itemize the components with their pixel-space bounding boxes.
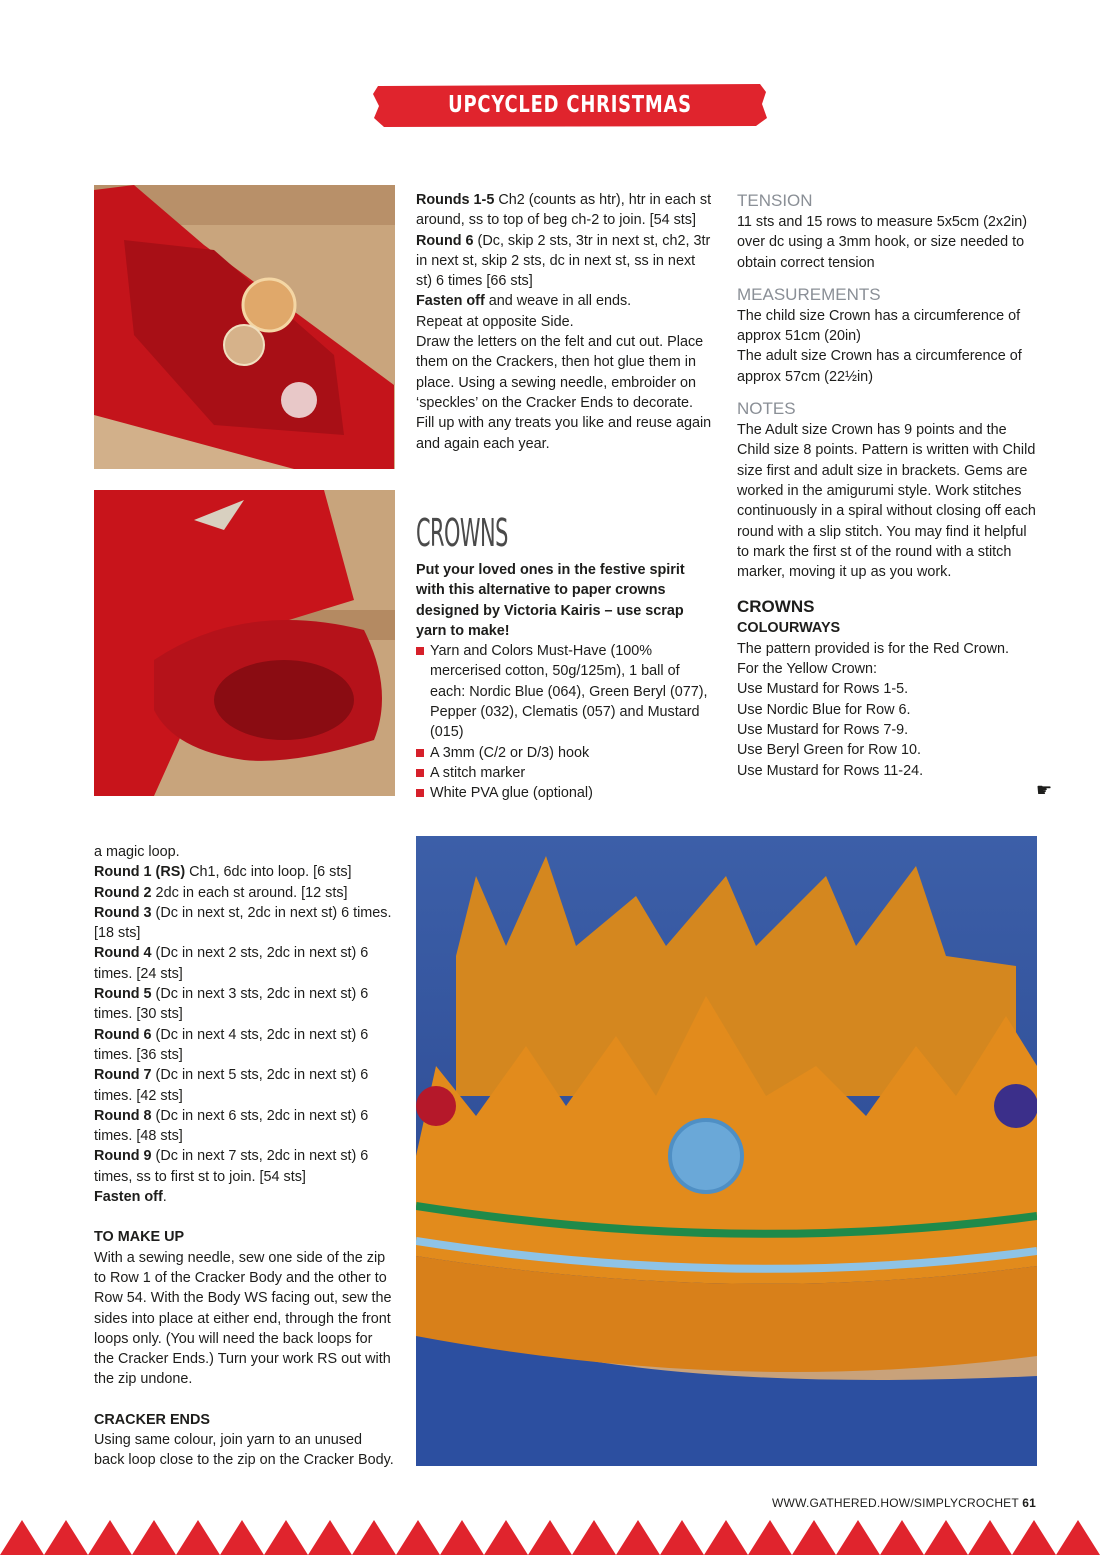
fasten-off-dot: . bbox=[162, 1189, 167, 1206]
crowns-title: CROWNS bbox=[416, 511, 508, 555]
zigzag-border bbox=[0, 1520, 1100, 1555]
crowns-intro-column bbox=[416, 512, 716, 804]
rounds-1-5-label: Rounds 1-5 bbox=[416, 192, 495, 208]
colourway-line: Use Nordic Blue for Row 6. bbox=[737, 701, 911, 718]
round-label: Round 1 (RS) bbox=[94, 864, 186, 881]
round-6-para bbox=[416, 231, 714, 292]
round-8 bbox=[94, 1106, 396, 1147]
colourway-line: Use Mustard for Rows 1-5. bbox=[737, 681, 909, 698]
round-6 bbox=[94, 1025, 396, 1066]
measurements-heading: MEASUREMENTS bbox=[737, 284, 881, 304]
photo-cracker-end bbox=[94, 490, 395, 796]
colourway-line: The pattern provided is for the Red Crown. bbox=[737, 640, 1009, 657]
bottom-left-column bbox=[94, 842, 396, 1471]
round-5 bbox=[94, 984, 396, 1025]
notes-text: The Adult size Crown has 9 points and the Child size 8 points. Pattern is written with Child size first and adult size in brackets. Gems are worked in the amigurumi style. Work stitches continuously in a spiral without closing off each round with a slip stitch. You may find it helpful to mark the first st of the round with a stitch marker, moving it up as you work. bbox=[737, 422, 1036, 581]
magic-loop-text: a magic loop. bbox=[94, 844, 180, 860]
middle-column-top bbox=[416, 190, 714, 454]
round-text: (Dc in next 4 sts, 2dc in next st) 6 times. [36 sts] bbox=[94, 1026, 369, 1063]
round-label: Round 6 bbox=[94, 1026, 152, 1043]
rounds-1-5-para bbox=[416, 190, 714, 231]
footer-url: WWW.GATHERED.HOW/SIMPLYCROCHET bbox=[772, 1496, 1019, 1510]
round-text: Ch1, 6dc into loop. [6 sts] bbox=[185, 864, 352, 881]
photo-cracker-open bbox=[94, 185, 395, 469]
round-label: Round 8 bbox=[94, 1107, 152, 1124]
measurement-adult: The adult size Crown has a circumference of approx 57cm (22½in) bbox=[737, 348, 1022, 385]
crowns-intro: Put your loved ones in the festive spirit with this alternative to paper crowns designed by Victoria Kairis – use scrap yarn to make! bbox=[416, 562, 685, 639]
round-text: (Dc in next 5 sts, 2dc in next st) 6 times. [42 sts] bbox=[94, 1067, 369, 1104]
continue-pointer-icon: ☛ bbox=[1036, 780, 1053, 800]
page-number: 61 bbox=[1022, 1496, 1036, 1510]
round-label: Round 3 bbox=[94, 904, 152, 921]
fasten-off-final bbox=[94, 1187, 396, 1207]
round-label: Round 4 bbox=[94, 945, 152, 962]
make-up-heading: TO MAKE UP bbox=[94, 1229, 185, 1246]
section-banner bbox=[372, 82, 768, 164]
round-4 bbox=[94, 943, 396, 984]
tension-heading: TENSION bbox=[737, 191, 813, 210]
materials-item-hook: A 3mm (C/2 or D/3) hook bbox=[416, 743, 716, 763]
round-6-label: Round 6 bbox=[416, 232, 474, 249]
colourway-line: For the Yellow Crown: bbox=[737, 661, 877, 678]
round-text: (Dc in next 6 sts, 2dc in next st) 6 times. [48 sts] bbox=[94, 1107, 369, 1145]
rounds-1-5-text: Ch2 (counts as htr), htr in each st around, ss to top of beg ch-2 to join. [54 sts] bbox=[416, 192, 712, 229]
round-label: Round 9 bbox=[94, 1148, 152, 1165]
round-text: (Dc in next 7 sts, 2dc in next st) 6 times, ss to first st to join. [54 sts] bbox=[94, 1148, 369, 1185]
round-3 bbox=[94, 903, 396, 944]
round-6-text: (Dc, skip 2 sts, 3tr in next st, ch2, 3tr in next st, skip 2 sts, dc in next st, ss in next st) 6 times [66 sts] bbox=[416, 232, 711, 290]
round-1 bbox=[94, 862, 396, 882]
page-footer bbox=[772, 1496, 1036, 1510]
round-7 bbox=[94, 1065, 396, 1106]
round-9 bbox=[94, 1146, 396, 1187]
tension-text: 11 sts and 15 rows to measure 5x5cm (2x2in) over dc using a 3mm hook, or size needed to obtain correct tension bbox=[737, 214, 1028, 271]
fasten-off-para bbox=[416, 291, 714, 311]
fasten-off-text: and weave in all ends. bbox=[484, 293, 632, 310]
round-text: 2dc in each st around. [12 sts] bbox=[151, 884, 348, 901]
round-label: Round 7 bbox=[94, 1067, 152, 1084]
round-text: (Dc in next 2 sts, 2dc in next st) 6 times. [24 sts] bbox=[94, 945, 369, 982]
materials-item-yarn: Yarn and Colors Must-Have (100% mercerised cotton, 50g/125m), 1 ball of each: Nordic Blue (064), Green Beryl (077), Pepper (032), Clematis (057) and Mustard (015) bbox=[416, 641, 716, 742]
round-text: (Dc in next st, 2dc in next st) 6 times. [18 sts] bbox=[94, 904, 392, 942]
round-2 bbox=[94, 883, 396, 903]
right-column bbox=[737, 190, 1037, 781]
colourway-line: Use Mustard for Rows 7-9. bbox=[737, 721, 909, 738]
round-label: Round 5 bbox=[94, 986, 152, 1003]
cracker-ends-heading: CRACKER ENDS bbox=[94, 1411, 210, 1428]
colourways-heading: COLOURWAYS bbox=[737, 620, 841, 637]
crowns-heading: CROWNS bbox=[737, 597, 815, 617]
draw-letters-text: Draw the letters on the felt and cut out. Place them on the Crackers, then hot glue them in place. Using a sewing needle, embroider on ‘speckles’ on the Cracker Ends to decorate. Fill up with any treats you like and reuse again and again each year. bbox=[416, 334, 712, 452]
fasten-off-label: Fasten off bbox=[416, 293, 485, 310]
round-label: Round 2 bbox=[94, 884, 152, 901]
notes-heading: NOTES bbox=[737, 399, 796, 419]
colourway-line: Use Mustard for Rows 11-24. bbox=[737, 762, 924, 779]
make-up-text: With a sewing needle, sew one side of the zip to Row 1 of the Cracker Body and the other to Row 54. With the Body WS facing out, sew the sides into place at either end, through the front loops only. (You will need the back loops for the Cracker Ends.) Turn your work RS out with the zip undone. bbox=[94, 1249, 392, 1388]
round-text: (Dc in next 3 sts, 2dc in next st) 6 times. [30 sts] bbox=[94, 986, 369, 1023]
cracker-ends-text: Using same colour, join yarn to an unused back loop close to the zip on the Cracker Body. bbox=[94, 1432, 394, 1469]
photo-yellow-crown bbox=[416, 836, 1037, 1466]
materials-item-glue: White PVA glue (optional) bbox=[416, 783, 716, 803]
fasten-off-label: Fasten off bbox=[94, 1189, 163, 1206]
banner-title: UPCYCLED CHRISTMAS COLLECTION bbox=[448, 92, 692, 164]
repeat-text: Repeat at opposite Side. bbox=[416, 313, 574, 330]
measurement-child: The child size Crown has a circumference of approx 51cm (20in) bbox=[737, 307, 1021, 345]
materials-item-marker: A stitch marker bbox=[416, 763, 716, 783]
colourway-line: Use Beryl Green for Row 10. bbox=[737, 742, 921, 759]
